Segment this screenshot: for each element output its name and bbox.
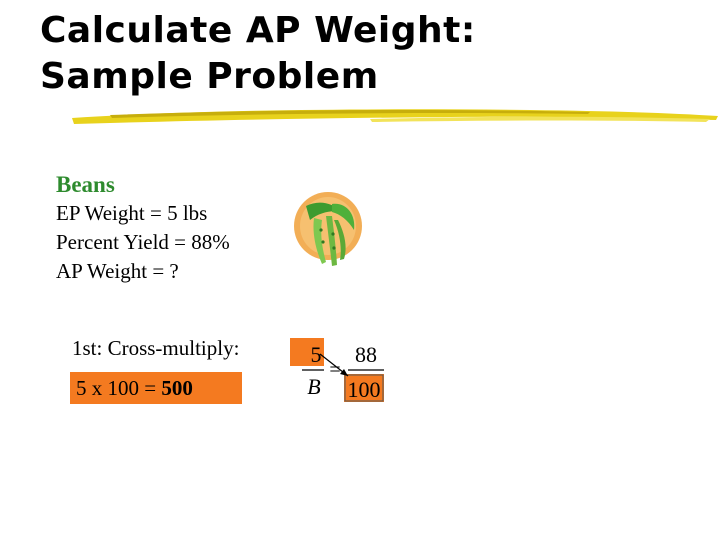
proportion-equation <box>288 334 398 406</box>
title-line-2: Sample Problem <box>40 56 379 97</box>
numerator-left: 5 <box>310 342 322 367</box>
percent-yield-line: Percent Yield = 88% <box>56 230 230 254</box>
ep-weight-line: EP Weight = 5 lbs <box>56 201 208 225</box>
problem-text <box>56 170 230 286</box>
title-line-1: Calculate AP Weight: <box>40 10 476 51</box>
result-prefix: 5 x 100 = <box>76 376 162 400</box>
green-beans-icon <box>292 190 364 270</box>
step-label: 1st: Cross-multiply: <box>72 336 240 360</box>
problem-heading: Beans <box>56 172 115 197</box>
numerator-right: 88 <box>355 342 377 367</box>
denominator-right: 100 <box>347 377 381 402</box>
cross-multiply-result <box>70 372 242 404</box>
title-underline <box>70 104 720 130</box>
slide-title <box>40 8 476 100</box>
result-value: 500 <box>161 376 193 400</box>
equals-sign: = <box>329 359 341 381</box>
denominator-left: B <box>307 374 321 399</box>
ap-weight-line: AP Weight = ? <box>56 259 179 283</box>
